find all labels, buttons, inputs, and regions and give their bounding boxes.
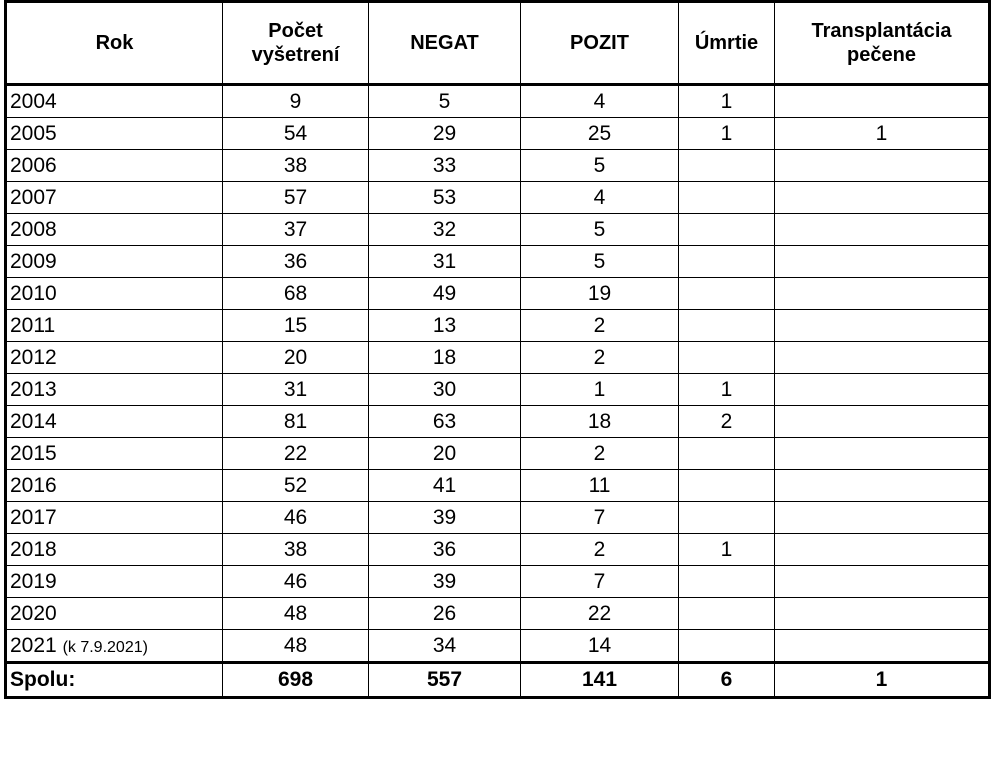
cell-negat: 41 <box>369 470 521 502</box>
year-value: 2019 <box>10 569 57 593</box>
cell-pozit: 7 <box>521 502 679 534</box>
cell-negat: 20 <box>369 438 521 470</box>
cell-pocet: 22 <box>223 438 369 470</box>
cell-pocet: 36 <box>223 246 369 278</box>
total-transplant: 1 <box>775 663 989 697</box>
year-value: 2006 <box>10 153 57 177</box>
header-pozit-label: POZIT <box>570 32 629 54</box>
header-transplant-line1: Transplantácia <box>811 20 952 42</box>
cell-pozit: 4 <box>521 85 679 118</box>
header-negat <box>369 3 521 85</box>
cell-negat: 53 <box>369 182 521 214</box>
cell-negat: 63 <box>369 406 521 438</box>
cell-year <box>7 118 223 150</box>
cell-pocet: 31 <box>223 374 369 406</box>
cell-negat: 29 <box>369 118 521 150</box>
table-row <box>7 438 989 470</box>
cell-umrtie <box>679 310 775 342</box>
table-row <box>7 374 989 406</box>
cell-pocet: 68 <box>223 278 369 310</box>
cell-pocet: 38 <box>223 150 369 182</box>
cell-umrtie <box>679 342 775 374</box>
cell-umrtie <box>679 278 775 310</box>
year-value: 2020 <box>10 601 57 625</box>
cell-pocet: 37 <box>223 214 369 246</box>
header-transplant <box>775 3 989 85</box>
cell-negat: 36 <box>369 534 521 566</box>
cell-pozit: 5 <box>521 214 679 246</box>
table-row <box>7 85 989 118</box>
header-rok-label: Rok <box>95 32 134 54</box>
cell-transplant <box>775 534 989 566</box>
cell-umrtie: 1 <box>679 374 775 406</box>
cell-umrtie <box>679 502 775 534</box>
cell-pocet: 20 <box>223 342 369 374</box>
header-umrtie-label: Úmrtie <box>694 32 759 54</box>
header-pocet-line2: vyšetrení <box>251 44 340 66</box>
cell-pocet: 46 <box>223 502 369 534</box>
table-row <box>7 534 989 566</box>
cell-negat: 33 <box>369 150 521 182</box>
cell-year <box>7 182 223 214</box>
cell-pozit: 1 <box>521 374 679 406</box>
cell-umrtie: 1 <box>679 118 775 150</box>
cell-umrtie <box>679 150 775 182</box>
year-value: 2012 <box>10 345 57 369</box>
cell-pozit: 25 <box>521 118 679 150</box>
header-pocet <box>223 3 369 85</box>
year-value: 2004 <box>10 89 57 113</box>
cell-transplant <box>775 406 989 438</box>
cell-pozit: 2 <box>521 342 679 374</box>
cell-year <box>7 438 223 470</box>
year-value: 2010 <box>10 281 57 305</box>
cell-transplant <box>775 342 989 374</box>
table-body <box>7 85 989 663</box>
year-value: 2018 <box>10 537 57 561</box>
cell-pozit: 14 <box>521 630 679 663</box>
year-value: 2015 <box>10 441 57 465</box>
cell-transplant <box>775 374 989 406</box>
cell-negat: 13 <box>369 310 521 342</box>
cell-year <box>7 214 223 246</box>
cell-transplant <box>775 310 989 342</box>
cell-year <box>7 85 223 118</box>
cell-negat: 30 <box>369 374 521 406</box>
cell-transplant <box>775 278 989 310</box>
cell-negat: 39 <box>369 502 521 534</box>
cell-transplant <box>775 182 989 214</box>
header-negat-label: NEGAT <box>410 32 479 54</box>
cell-negat: 5 <box>369 85 521 118</box>
cell-pozit: 2 <box>521 438 679 470</box>
total-pozit: 141 <box>521 663 679 697</box>
year-value: 2011 <box>10 313 56 337</box>
cell-umrtie <box>679 246 775 278</box>
table-row <box>7 246 989 278</box>
cell-pocet: 38 <box>223 534 369 566</box>
cell-pozit: 5 <box>521 246 679 278</box>
cell-transplant <box>775 630 989 663</box>
cell-year <box>7 502 223 534</box>
cell-umrtie <box>679 214 775 246</box>
cell-transplant: 1 <box>775 118 989 150</box>
year-value: 2013 <box>10 377 57 401</box>
cell-negat: 49 <box>369 278 521 310</box>
cell-negat: 26 <box>369 598 521 630</box>
header-rok <box>7 3 223 85</box>
year-value: 2007 <box>10 185 57 209</box>
cell-pocet: 15 <box>223 310 369 342</box>
year-value: 2008 <box>10 217 57 241</box>
cell-pozit: 5 <box>521 150 679 182</box>
cell-year <box>7 406 223 438</box>
cell-transplant <box>775 150 989 182</box>
table-row <box>7 150 989 182</box>
header-row <box>7 3 989 85</box>
cell-year <box>7 470 223 502</box>
cell-umrtie <box>679 182 775 214</box>
cell-pozit: 2 <box>521 310 679 342</box>
cell-pozit: 7 <box>521 566 679 598</box>
cell-negat: 31 <box>369 246 521 278</box>
table-row <box>7 470 989 502</box>
year-value: 2017 <box>10 505 57 529</box>
cell-pozit: 18 <box>521 406 679 438</box>
header-pozit <box>521 3 679 85</box>
cell-transplant <box>775 566 989 598</box>
cell-pocet: 46 <box>223 566 369 598</box>
cell-transplant <box>775 246 989 278</box>
table-row <box>7 214 989 246</box>
cell-pocet: 48 <box>223 598 369 630</box>
total-pocet: 698 <box>223 663 369 697</box>
cell-negat: 34 <box>369 630 521 663</box>
cell-umrtie <box>679 470 775 502</box>
cell-umrtie <box>679 438 775 470</box>
cell-umrtie <box>679 630 775 663</box>
cell-year <box>7 246 223 278</box>
cell-year <box>7 566 223 598</box>
statistics-table <box>6 2 989 697</box>
cell-pozit: 4 <box>521 182 679 214</box>
cell-pocet: 57 <box>223 182 369 214</box>
table-row <box>7 118 989 150</box>
year-value: 2016 <box>10 473 57 497</box>
cell-umrtie: 1 <box>679 534 775 566</box>
cell-umrtie: 1 <box>679 85 775 118</box>
cell-pozit: 11 <box>521 470 679 502</box>
cell-pocet: 81 <box>223 406 369 438</box>
cell-year <box>7 310 223 342</box>
table-row <box>7 182 989 214</box>
cell-negat: 39 <box>369 566 521 598</box>
cell-transplant <box>775 470 989 502</box>
cell-transplant <box>775 502 989 534</box>
header-pocet-line1: Počet <box>268 20 323 42</box>
total-row <box>7 663 989 697</box>
table-row <box>7 278 989 310</box>
cell-pocet: 9 <box>223 85 369 118</box>
cell-pocet: 48 <box>223 630 369 663</box>
table-row <box>7 566 989 598</box>
table-row <box>7 630 989 663</box>
table-row <box>7 342 989 374</box>
cell-year <box>7 374 223 406</box>
header-transplant-line2: pečene <box>847 44 916 66</box>
header-umrtie <box>679 3 775 85</box>
year-value: 2009 <box>10 249 57 273</box>
cell-pozit: 19 <box>521 278 679 310</box>
cell-umrtie <box>679 598 775 630</box>
table-row <box>7 406 989 438</box>
total-label: Spolu: <box>7 663 223 697</box>
cell-year <box>7 342 223 374</box>
cell-umrtie <box>679 566 775 598</box>
cell-pocet: 54 <box>223 118 369 150</box>
cell-transplant <box>775 85 989 118</box>
year-note: (k 7.9.2021) <box>62 638 148 656</box>
total-umrtie: 6 <box>679 663 775 697</box>
cell-year <box>7 150 223 182</box>
total-negat: 557 <box>369 663 521 697</box>
table-row <box>7 502 989 534</box>
cell-negat: 18 <box>369 342 521 374</box>
cell-transplant <box>775 438 989 470</box>
year-value: 2005 <box>10 121 57 145</box>
cell-transplant <box>775 598 989 630</box>
year-value: 2021 <box>10 633 57 657</box>
cell-umrtie: 2 <box>679 406 775 438</box>
table-row <box>7 310 989 342</box>
table-row <box>7 598 989 630</box>
cell-transplant <box>775 214 989 246</box>
cell-year <box>7 598 223 630</box>
year-value: 2014 <box>10 409 57 433</box>
cell-pozit: 22 <box>521 598 679 630</box>
cell-year <box>7 630 223 663</box>
cell-pocet: 52 <box>223 470 369 502</box>
cell-negat: 32 <box>369 214 521 246</box>
cell-year <box>7 278 223 310</box>
cell-year <box>7 534 223 566</box>
cell-pozit: 2 <box>521 534 679 566</box>
